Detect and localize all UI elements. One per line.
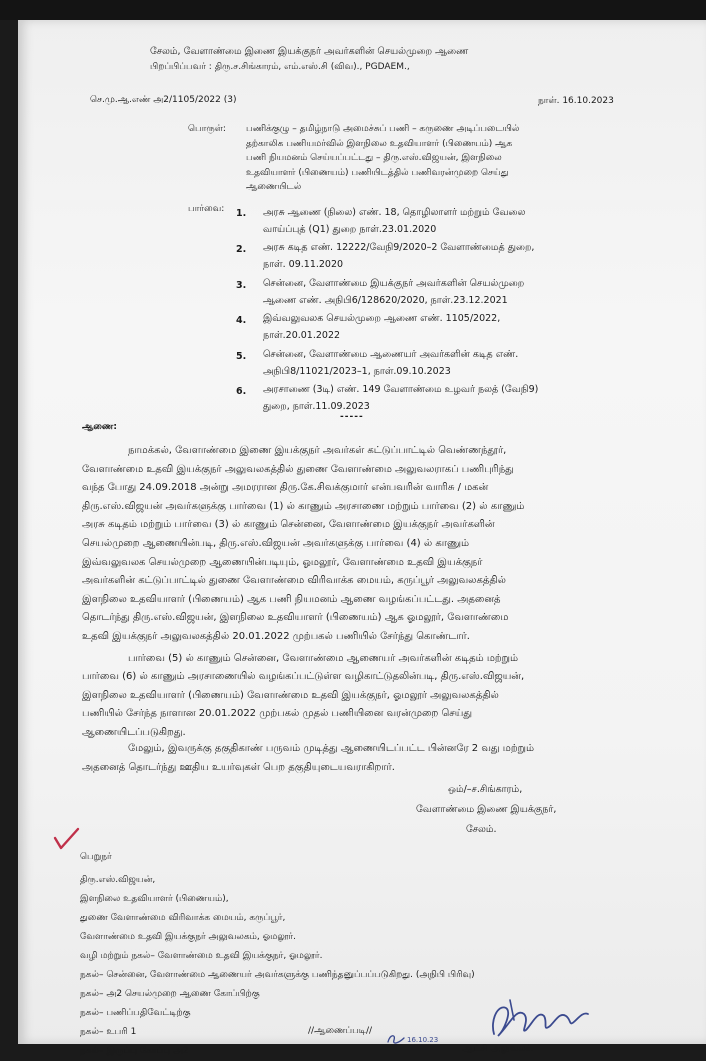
recipient-line: துணை வேளாண்மை விரிவாக்க மையம், கருப்பூர்,	[80, 913, 286, 923]
paragraph-line: அரசு கடிதம் மற்றும் பார்வை (3) ல் காணும் சென்னை, வேளாண்மை இயக்குநர் அவர்களின்	[82, 519, 495, 531]
header-line-1: சேலம், வேளாண்மை இணை இயக்குநர் அவர்களின் செயல்முறை ஆணை	[150, 46, 469, 57]
reference-number-3: 3.	[236, 280, 247, 291]
subject-label: பொருள்:	[188, 124, 226, 134]
reference-line: அரசு ஆணை (நிலை) எண். 18, தொழிலாளர் மற்றும் வேலை	[263, 207, 526, 218]
order-paragraph-2	[82, 650, 524, 742]
reference-number: செ.மு.ஆ.எண் அ2/1105/2022 (3)	[90, 95, 237, 105]
paragraph-line: இளநிலை உதவியாளர் (பிணையம்) வேளாண்மை உதவி இயக்குநர், ஓமலூர் அலுவலகத்தில்	[82, 689, 499, 701]
paragraph-line: நாமக்கல், வேளாண்மை இணை இயக்குநர் அவர்கள் கட்டுப்பாட்டில் வெண்ணந்தூர்,	[128, 445, 507, 456]
copy-line: நகல்– பணிப்பதிவேட்டிற்கு	[80, 1008, 191, 1018]
paragraph-line: தொடர்ந்து திரு.எஸ்.விஜயன், இளநிலை உதவியாளர் (பிணையம்) ஆக ஓமலூர், வேளாண்மை	[82, 612, 509, 624]
reference-number-5: 5.	[236, 351, 247, 362]
paragraph-line: அவர்களின் கட்டுப்பாட்டில் துணை வேளாண்மை விரிவாக்க மையம், கருப்பூர் அலுவலகத்தில்	[82, 575, 506, 587]
subject-line: பணிக்குழு – தமிழ்நாடு அமைச்சுப் பணி – கருணை அடிப்படையில்	[246, 124, 520, 134]
header-line-2: பிறப்பிப்பவர் : திரு.ச.சிங்காரம், எம்.எஸ்.சி (விவ)., PGDAEM.,	[150, 62, 410, 72]
paragraph-line: மேலும், இவருக்கு தகுதிகாண் பருவம் முடித்து ஆணையிடப்பட்ட பின்னரே 2 வது மற்றும்	[128, 743, 535, 754]
reference-number-1: 1.	[236, 208, 247, 219]
reference-line: இவ்வலுவலக செயல்முறை ஆணை எண். 1105/2022,	[263, 313, 501, 324]
copy-line: நகல்– சென்னை, வேளாண்மை ஆணையர் அவர்களுக்கு பணிந்தனுப்பப்படுகிறது. (அநிபி பிரிவு)	[80, 970, 475, 980]
signature-place: சேலம்.	[466, 824, 497, 835]
reference-item-1	[263, 204, 525, 238]
order-paragraph-1	[82, 442, 524, 647]
paragraph-line: வந்த போது 24.09.2018 அன்று அமரரான திரு.கே.சிவக்குமார் என்பவரின் வாரிசு / மகன்	[82, 482, 489, 494]
reference-line: ஆணை எண். அநிபி6/128620/2020, நாள்.23.12.2021	[263, 295, 508, 306]
reference-line: சென்னை, வேளாண்மை ஆணையர் அவர்களின் கடித எண்.	[263, 349, 519, 360]
reference-line: நாள்.20.01.2022	[263, 330, 341, 341]
reference-item-2	[263, 239, 534, 273]
paragraph-line: ஆணையிடப்படுகிறது.	[82, 726, 186, 738]
by-order-text: //ஆணைப்படி//	[308, 1026, 373, 1036]
reference-item-3	[263, 275, 524, 309]
red-tick-mark-icon	[52, 826, 82, 854]
reference-line: அநிபி8/11021/2023–1, நாள்.09.10.2023	[263, 366, 451, 377]
signature-name: ஒம்/–ச.சிங்காரம்,	[448, 784, 523, 795]
order-date: நாள். 16.10.2023	[538, 96, 614, 106]
recipient-line: இளநிலை உதவியாளர் (பிணையம்),	[80, 894, 229, 904]
copy-line: வழி மற்றும் நகல்– வேளாண்மை உதவி இயக்குநர், ஓமலூர்.	[80, 951, 323, 961]
signature-designation: வேளாண்மை இணை இயக்குநர்,	[416, 804, 557, 815]
copy-line: நகல்– அ2 செயல்முறை ஆணை கோப்பிற்கு	[80, 989, 260, 999]
reference-line: வாய்ப்புத் (Q1) துறை நாள்.23.01.2020	[263, 224, 437, 235]
top-dark-bar	[0, 0, 706, 20]
paragraph-line: இவ்வலுவலக செயல்முறை ஆணையின்படியும், ஓமலூர், வேளாண்மை உதவி இயக்குநர்	[82, 556, 483, 568]
order-label: ஆணை:	[82, 422, 117, 432]
initials-date: 16.10.23	[407, 1036, 439, 1044]
reference-number-6: 6.	[236, 386, 247, 397]
order-paragraph-3	[82, 739, 534, 777]
handwritten-signature-icon	[480, 990, 592, 1044]
subject-line: தற்காலிக பணியமர்வில் இளநிலை உதவியாளர் (பிணையம்) ஆக	[246, 138, 513, 149]
subject-line: உதவியாளர் (பிணையம்) பணியிடத்தில் பணிவரன்முறை செய்து	[246, 167, 509, 178]
reference-line: துறை, நாள்.11.09.2023	[263, 401, 370, 412]
reference-line: சென்னை, வேளாண்மை இயக்குநர் அவர்களின் செயல்முறை	[263, 278, 525, 289]
paragraph-line: செயல்முறை ஆணையின்படி, திரு.எஸ்.விஜயன் அவர்களுக்கு பார்வை (4) ல் காணும்	[82, 537, 470, 549]
officer-designation: ஆட்சி அலுவலர்.	[462, 1044, 534, 1054]
paragraph-line: திரு.எஸ்.விஜயன் அவர்களுக்கு பார்வை (1) ல் காணும் அரசாணை மற்றும் பார்வை (2) ல் காணும்	[82, 500, 525, 512]
reference-line: அரசாணை (3டி) எண். 149 வேளாண்மை உழவர் நலத் (வேநி9)	[263, 384, 539, 395]
reference-line: நாள். 09.11.2020	[263, 259, 344, 270]
paragraph-line: உதவி இயக்குநர் அலுவலகத்தில் 20.01.2022 முற்பகல் பணியில் சேர்ந்து கொண்டார்.	[82, 630, 470, 642]
paragraph-line: அதனைத் தொடர்ந்து ஊதிய உயர்வுகள் பெற தகுதியுடையவராகிறார்.	[82, 762, 395, 773]
reference-item-6	[263, 381, 538, 415]
separator: -----	[340, 412, 364, 422]
reference-item-4	[263, 310, 500, 344]
copy-line: நகல்– உபரி 1	[80, 1027, 137, 1037]
subject-line: ஆணையிடல்	[246, 182, 302, 192]
recipient-label: பெறுநர்	[80, 852, 112, 862]
reference-item-5	[263, 346, 518, 380]
reference-number-4: 4.	[236, 315, 247, 326]
paragraph-line: வேளாண்மை உதவி இயக்குநர் அலுவலகத்தில் துணை வேளாண்மை அலுவலராகப் பணிபுரிந்து	[82, 463, 514, 475]
recipient-address	[80, 871, 296, 947]
initials-mark-icon	[386, 1032, 408, 1048]
paragraph-line: பார்வை (6) ல் காணும் அரசாணையில் வழங்கப்பட்டுள்ள வழிகாட்டுதலின்படி, திரு.எஸ்.விஜயன்,	[82, 671, 525, 683]
document-page	[18, 20, 706, 1056]
references-label: பார்வை:	[188, 204, 225, 214]
reference-number-2: 2.	[236, 244, 247, 255]
paragraph-line: பணியில் சேர்ந்த நாளான 20.01.2022 முற்பகல் முதல் பணியினை வரன்முறை செய்து	[82, 708, 473, 720]
subject-line: பணி நியமனம் செய்யப்பட்டது – திரு.எஸ்.விஜயன், இளநிலை	[246, 153, 502, 163]
paragraph-line: இளநிலை உதவியாளர் (பிணையம்) ஆக பணி நியமனம் ஆணை வழங்கப்பட்டது. அதனைத்	[82, 593, 501, 605]
reference-line: அரசு கடித எண். 12222/வேநி9/2020–2 வேளாண்மைத் துறை,	[263, 242, 535, 253]
subject-text	[246, 122, 519, 195]
paragraph-line: பார்வை (5) ல் காணும் சென்னை, வேளாண்மை ஆணையர் அவர்களின் கடிதம் மற்றும்	[128, 653, 519, 664]
copy-line: நகல்– இருப்பு கோப்பு அ2	[80, 1046, 189, 1056]
recipient-line: வேளாண்மை உதவி இயக்குநர் அலுவலகம், ஓமலூர்.	[80, 932, 296, 942]
recipient-line: திரு.எஸ்.விஜயன்,	[80, 875, 156, 885]
